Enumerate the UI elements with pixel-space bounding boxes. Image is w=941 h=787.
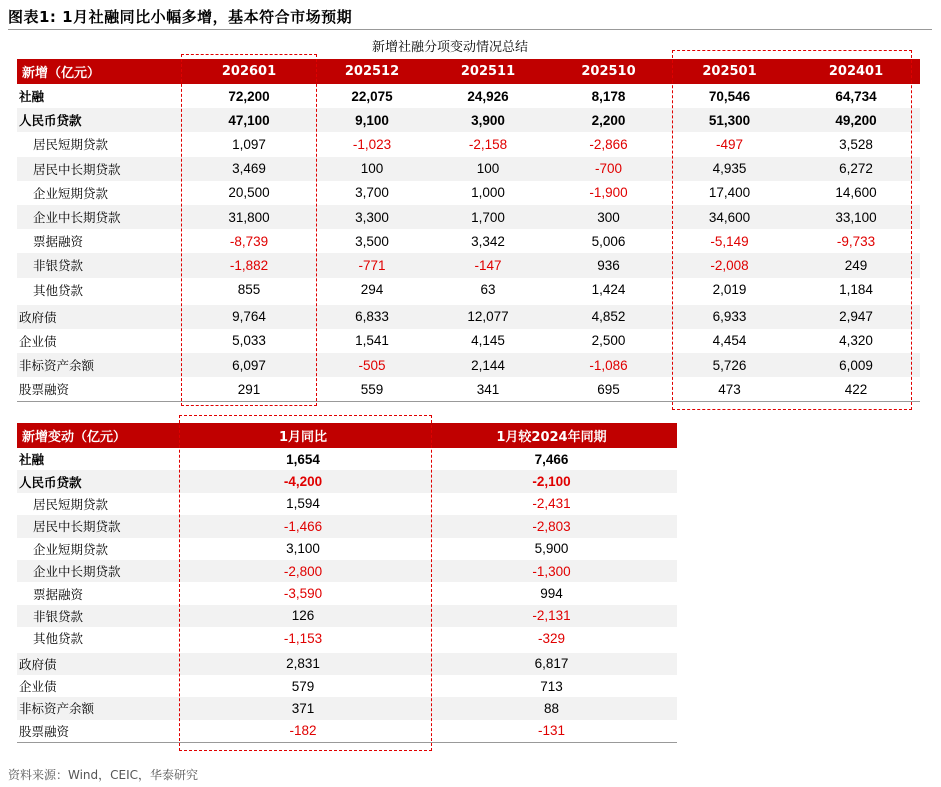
row-label: 人民币贷款 (17, 108, 180, 132)
table-cell: 20,500 (228, 185, 270, 201)
table-cell: -4,200 (180, 470, 426, 492)
table-cell: 994 (540, 586, 563, 602)
table-cell: 4,852 (550, 305, 667, 329)
table-cell: 2,144 (426, 353, 550, 377)
table-cell: 88 (426, 697, 677, 719)
table-cell: 422 (844, 381, 868, 397)
table-cell: 1,184 (839, 282, 873, 298)
highlight-frame-yoy (179, 415, 432, 751)
table-cell: 9,764 (180, 305, 318, 329)
table-cell: 5,900 (534, 541, 569, 557)
table-cell: 49,200 (792, 108, 920, 132)
table-cell: 3,469 (180, 157, 318, 181)
highlight-frame-prior-january (672, 50, 912, 410)
row-label: 股票融资 (19, 723, 70, 739)
table-cell: -131 (537, 723, 566, 739)
column-header: 202401 (792, 59, 920, 84)
table-cell: 3,528 (839, 136, 873, 152)
table-cell: -497 (715, 136, 744, 152)
table-cell: 1,594 (286, 496, 320, 512)
table-cell: -771 (318, 253, 426, 277)
row-label: 票据融资 (33, 234, 84, 250)
table-cell: 24,926 (467, 88, 509, 104)
table-cell: -505 (318, 353, 426, 377)
row-label: 居民短期贷款 (33, 496, 109, 512)
highlight-frame-202601 (181, 54, 317, 406)
row-label: 政府债 (17, 305, 180, 329)
table-cell: 2,947 (792, 305, 920, 329)
table-cell: 12,077 (426, 305, 550, 329)
table-cell: 371 (180, 697, 426, 719)
table-cell: 64,734 (835, 88, 877, 104)
table-cell: 291 (237, 381, 261, 397)
row-label: 股票融资 (19, 382, 70, 398)
table-cell: -2,100 (426, 470, 677, 492)
row-label: 企业中长期贷款 (17, 560, 180, 582)
table-cell: 1,700 (426, 205, 550, 229)
row-label: 非银贷款 (17, 605, 180, 627)
row-label: 社融 (19, 452, 45, 468)
table-cell: 6,817 (426, 653, 677, 675)
table-cell: 17,400 (708, 185, 751, 201)
table-cell: -147 (426, 253, 550, 277)
table-cell: 1,000 (471, 185, 505, 201)
table-cell: 3,900 (426, 108, 550, 132)
column-header: 202601 (180, 59, 318, 84)
table-cell: 4,454 (712, 333, 747, 349)
table-cell: 6,097 (180, 353, 318, 377)
table-cell: -2,866 (589, 136, 628, 152)
table-cell: 1,097 (232, 136, 266, 152)
table-cell: 2,500 (591, 333, 626, 349)
table-cell: -700 (550, 157, 667, 181)
table-cell: 1,424 (591, 282, 626, 298)
table-cell: -5,149 (710, 233, 749, 249)
table-cell: 33,100 (792, 205, 920, 229)
table-cell: -2,800 (180, 560, 426, 582)
table-cell: 51,300 (667, 108, 792, 132)
table-cell: 70,546 (708, 88, 751, 104)
column-header: 202512 (318, 59, 426, 84)
table-cell: -1,153 (283, 630, 323, 646)
table-cell: 2,019 (712, 282, 747, 298)
table-cell: 5,033 (232, 333, 266, 349)
table-cell: -1,300 (426, 560, 677, 582)
table-cell: 6,272 (792, 157, 920, 181)
table-cell: -3,590 (283, 586, 323, 602)
row-label: 非银贷款 (17, 253, 180, 277)
table-cell: 8,178 (591, 88, 626, 104)
table-cell: -1,900 (589, 185, 628, 201)
table-cell: 5,006 (591, 233, 626, 249)
table-cell: 6,009 (792, 353, 920, 377)
table-cell: 294 (360, 282, 384, 298)
table-cell: 3,300 (318, 205, 426, 229)
table-cell: 936 (550, 253, 667, 277)
row-label: 人民币贷款 (17, 470, 180, 492)
table-cell: 1,541 (355, 333, 389, 349)
figure-title: 图表1: 1月社融同比小幅多增，基本符合市场预期 (8, 8, 353, 26)
table-cell: 22,075 (351, 88, 393, 104)
column-header: 202511 (426, 59, 550, 84)
table-cell: 34,600 (667, 205, 792, 229)
row-label: 非标资产余额 (17, 697, 180, 719)
row-label: 企业短期贷款 (33, 541, 109, 557)
row-label: 居民中长期贷款 (17, 157, 180, 181)
table-cell: 63 (480, 282, 496, 298)
table-cell: 473 (718, 381, 741, 397)
row-label: 企业中长期贷款 (17, 205, 180, 229)
table-cell: 72,200 (228, 88, 270, 104)
column-header: 1月同比 (180, 423, 426, 448)
column-header: 1月较2024年同期 (426, 423, 677, 448)
table-cell: 3,342 (471, 233, 505, 249)
table-cell: -8,739 (229, 233, 269, 249)
row-label: 社融 (19, 89, 45, 105)
table-cell: -329 (537, 630, 566, 646)
table-cell: 31,800 (180, 205, 318, 229)
table-cell: 2,831 (180, 653, 426, 675)
table-cell: 4,145 (471, 333, 505, 349)
table-cell: 6,933 (667, 305, 792, 329)
table-cell: -1,466 (180, 515, 426, 537)
table-cell: 695 (597, 381, 620, 397)
table-cell: 713 (540, 678, 563, 694)
row-label: 企业债 (19, 679, 57, 695)
table-cell: 3,500 (355, 233, 389, 249)
table-cell: -182 (289, 723, 317, 739)
table-cell: 4,320 (839, 333, 873, 349)
row-label: 政府债 (17, 653, 180, 675)
table-cell: 4,935 (667, 157, 792, 181)
row-label: 企业短期贷款 (33, 185, 109, 201)
table-cell: -2,803 (426, 515, 677, 537)
table-title: 新增社融分项变动情况总结 (371, 40, 528, 55)
table-cell: -2,008 (667, 253, 792, 277)
row-label: 居民中长期贷款 (17, 515, 180, 537)
row-label: 票据融资 (33, 586, 84, 602)
table-cell: 7,466 (534, 451, 569, 467)
table2-header-label: 新增变动（亿元） (17, 423, 180, 448)
row-label: 其他贷款 (33, 631, 84, 647)
table-cell: 5,726 (667, 353, 792, 377)
table-cell: 100 (318, 157, 426, 181)
table-cell: 1,654 (286, 451, 320, 467)
row-label: 非标资产余额 (17, 353, 180, 377)
table-cell: 3,100 (286, 541, 320, 557)
table-cell: -2,158 (468, 136, 508, 152)
table-cell: 14,600 (835, 185, 877, 201)
table-cell: 3,700 (355, 185, 389, 201)
table-cell: -2,131 (426, 605, 677, 627)
row-label: 企业债 (19, 333, 57, 349)
table-cell: 579 (291, 678, 315, 694)
table-cell: -1,086 (550, 353, 667, 377)
row-label: 其他贷款 (33, 282, 84, 298)
table-cell: 100 (426, 157, 550, 181)
column-header: 202501 (667, 59, 792, 84)
table-cell: -1,023 (352, 136, 392, 152)
table-cell: -1,882 (180, 253, 318, 277)
table-cell: 9,100 (318, 108, 426, 132)
table-cell: 855 (237, 282, 261, 298)
table-cell: 341 (476, 381, 500, 397)
table-cell: 47,100 (180, 108, 318, 132)
table-cell: 2,200 (550, 108, 667, 132)
table-cell: 126 (180, 605, 426, 627)
title-divider (8, 29, 932, 30)
table-cell: -9,733 (836, 233, 876, 249)
column-header: 202510 (550, 59, 667, 84)
table1-header-label: 新增（亿元） (17, 59, 180, 84)
table-cell: 249 (792, 253, 920, 277)
table-cell: 300 (550, 205, 667, 229)
row-label: 居民短期贷款 (33, 137, 109, 153)
table-cell: -2,431 (532, 496, 571, 512)
table-cell: 6,833 (318, 305, 426, 329)
source-note: 资料来源：Wind，CEIC，华泰研究 (8, 768, 199, 782)
table-cell: 559 (360, 381, 384, 397)
